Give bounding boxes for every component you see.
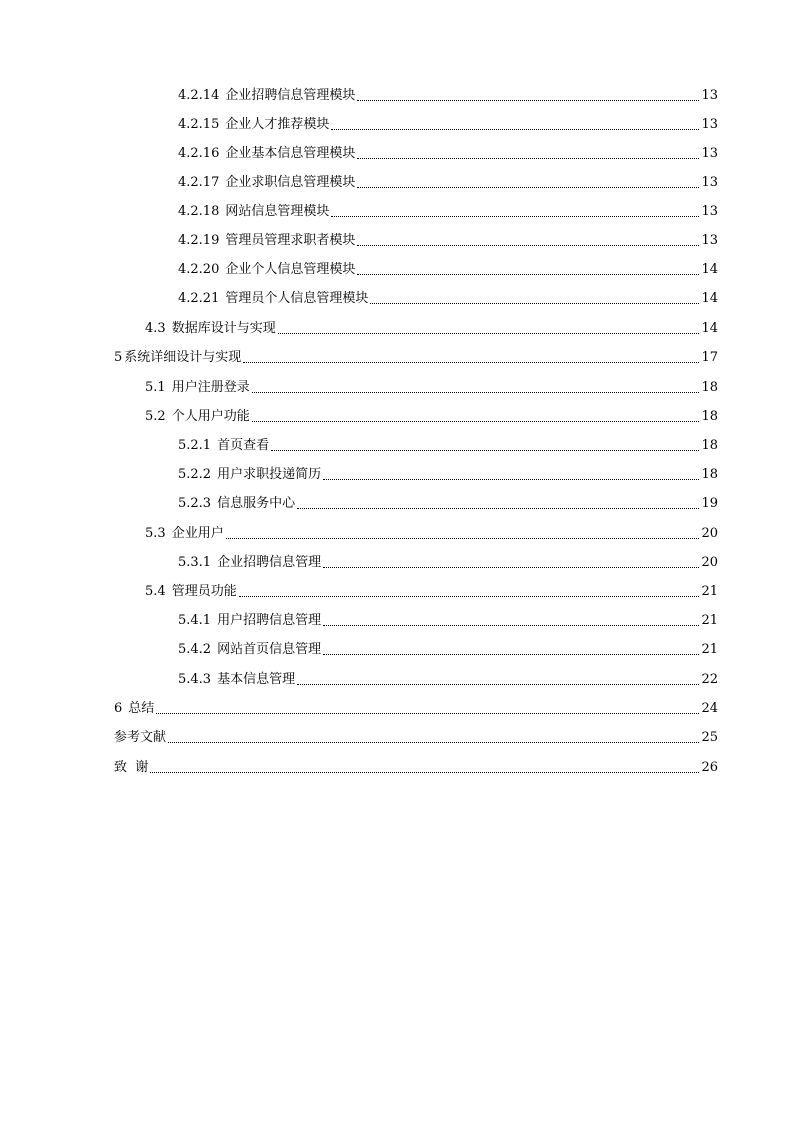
toc-entry-title: 企业用户 <box>171 526 224 541</box>
toc-entry-title: 用户注册登录 <box>171 380 250 395</box>
toc-dot-leader <box>252 420 700 422</box>
toc-entry-page: 18 <box>701 409 718 424</box>
toc-entry-page: 13 <box>701 146 718 161</box>
toc-entry-title: 企业人才推荐模块 <box>225 117 330 132</box>
toc-entry[interactable] <box>114 693 718 717</box>
toc-entry-page: 14 <box>701 262 718 277</box>
toc-entry-page: 18 <box>701 438 718 453</box>
toc-entry[interactable] <box>178 547 718 571</box>
toc-entry[interactable] <box>178 283 718 307</box>
toc-entry-page: 21 <box>701 584 718 599</box>
toc-entry-page: 18 <box>701 380 718 395</box>
toc-dot-leader <box>370 302 699 304</box>
toc-dot-leader <box>252 391 700 393</box>
toc-entry-page: 14 <box>701 321 718 336</box>
toc-entry-title: 用户招聘信息管理 <box>217 613 322 628</box>
toc-entry-page: 20 <box>701 555 718 570</box>
toc-dot-leader <box>271 449 699 451</box>
toc-entry-page: 13 <box>701 88 718 103</box>
toc-entry-title: 参考文献 <box>114 730 167 745</box>
toc-entry-number: 5.2 <box>145 409 166 424</box>
toc-dot-leader <box>297 683 699 685</box>
toc-entry[interactable] <box>145 401 718 425</box>
toc-entry[interactable] <box>145 518 718 542</box>
toc-entry[interactable] <box>178 80 718 104</box>
toc-entry-title: 首页查看 <box>217 438 270 453</box>
toc-dot-leader <box>323 624 699 626</box>
toc-entry[interactable] <box>178 167 718 191</box>
toc-entry-number: 6 <box>114 701 123 716</box>
toc-entry[interactable] <box>114 752 718 776</box>
toc-entry-number: 5.2.1 <box>178 438 212 453</box>
toc-entry-number: 5.3.1 <box>178 555 212 570</box>
toc-dot-leader <box>226 537 700 539</box>
toc-dot-leader <box>323 566 699 568</box>
toc-entry-number: 5 <box>114 350 123 365</box>
toc-entry-number: 4.2.15 <box>178 117 220 132</box>
toc-dot-leader <box>278 332 700 334</box>
toc-entry-page: 13 <box>701 204 718 219</box>
toc-dot-leader <box>239 595 700 597</box>
toc-entry-number: 4.2.19 <box>178 233 220 248</box>
toc-dot-leader <box>150 771 699 773</box>
toc-entry-title: 基本信息管理 <box>217 672 296 687</box>
toc-dot-leader <box>357 186 699 188</box>
toc-entry-title: 系统详细设计与实现 <box>124 350 242 365</box>
toc-entry-title: 企业基本信息管理模块 <box>225 146 356 161</box>
toc-entry[interactable] <box>114 722 718 746</box>
toc-entry-page: 19 <box>701 496 718 511</box>
toc-entry-page: 17 <box>701 350 718 365</box>
toc-entry[interactable] <box>178 488 718 512</box>
toc-entry-title: 企业求职信息管理模块 <box>225 175 356 190</box>
toc-entry-number: 5.4.2 <box>178 642 212 657</box>
toc-entry[interactable] <box>114 342 718 366</box>
toc-entry-number: 4.2.21 <box>178 291 220 306</box>
toc-entry-number: 5.2.3 <box>178 496 212 511</box>
toc-dot-leader <box>331 128 699 130</box>
toc-dot-leader <box>357 273 699 275</box>
toc-entry-page: 13 <box>701 175 718 190</box>
toc-entry-number: 5.4.1 <box>178 613 212 628</box>
toc-entry-title: 信息服务中心 <box>217 496 296 511</box>
toc-entry[interactable] <box>145 576 718 600</box>
toc-entry-page: 13 <box>701 233 718 248</box>
toc-entry-number: 4.2.17 <box>178 175 220 190</box>
toc-dot-leader <box>323 478 699 480</box>
toc-dot-leader <box>357 99 699 101</box>
toc-entry[interactable] <box>178 430 718 454</box>
toc-entry-page: 14 <box>701 291 718 306</box>
toc-entry-page: 21 <box>701 613 718 628</box>
toc-entry-page: 26 <box>701 760 718 775</box>
toc-entry-title: 网站信息管理模块 <box>225 204 330 219</box>
toc-entry[interactable] <box>178 109 718 133</box>
toc-entry-number: 4.3 <box>145 321 166 336</box>
toc-entry-title: 致 谢 <box>114 760 149 775</box>
toc-entry-number: 4.2.16 <box>178 146 220 161</box>
toc-entry[interactable] <box>178 254 718 278</box>
toc-entry[interactable] <box>178 664 718 688</box>
toc-entry[interactable] <box>178 225 718 249</box>
toc-entry-title: 总结 <box>128 701 155 716</box>
toc-dot-leader <box>331 215 699 217</box>
toc-dot-leader <box>168 741 699 743</box>
toc-dot-leader <box>323 653 699 655</box>
toc-entry-title: 企业招聘信息管理 <box>217 555 322 570</box>
toc-entry-title: 用户求职投递简历 <box>217 467 322 482</box>
toc-entry[interactable] <box>178 605 718 629</box>
toc-entry-page: 24 <box>701 701 718 716</box>
toc-dot-leader <box>156 712 699 714</box>
toc-entry-title: 企业招聘信息管理模块 <box>225 88 356 103</box>
toc-entry[interactable] <box>178 459 718 483</box>
toc-entry-page: 21 <box>701 642 718 657</box>
toc-entry[interactable] <box>178 138 718 162</box>
toc-entry-number: 4.2.18 <box>178 204 220 219</box>
toc-entry-page: 25 <box>701 730 718 745</box>
toc-entry-title: 管理员个人信息管理模块 <box>225 291 369 306</box>
toc-entry-number: 5.2.2 <box>178 467 212 482</box>
toc-entry-title: 个人用户功能 <box>171 409 250 424</box>
toc-entry-number: 5.3 <box>145 526 166 541</box>
toc-entry-title: 管理员管理求职者模块 <box>225 233 356 248</box>
toc-entry[interactable] <box>145 313 718 337</box>
toc-dot-leader <box>297 507 699 509</box>
toc-entry-title: 管理员功能 <box>171 584 237 599</box>
toc-entry-number: 4.2.20 <box>178 262 220 277</box>
toc-entry-number: 5.4.3 <box>178 672 212 687</box>
toc-entry-page: 18 <box>701 467 718 482</box>
toc-entry-number: 5.4 <box>145 584 166 599</box>
toc-entry[interactable] <box>178 196 718 220</box>
toc-entry-number: 5.1 <box>145 380 166 395</box>
toc-dot-leader <box>243 361 699 363</box>
toc-entry[interactable] <box>178 634 718 658</box>
toc-entry-number: 4.2.14 <box>178 88 220 103</box>
toc-dot-leader <box>357 157 699 159</box>
toc-entry[interactable] <box>145 372 718 396</box>
toc-entry-title: 企业个人信息管理模块 <box>225 262 356 277</box>
toc-entry-page: 13 <box>701 117 718 132</box>
toc-entry-page: 22 <box>701 672 718 687</box>
toc-dot-leader <box>357 244 699 246</box>
toc-entry-page: 20 <box>701 526 718 541</box>
toc-entry-title: 数据库设计与实现 <box>171 321 276 336</box>
toc-entry-title: 网站首页信息管理 <box>217 642 322 657</box>
